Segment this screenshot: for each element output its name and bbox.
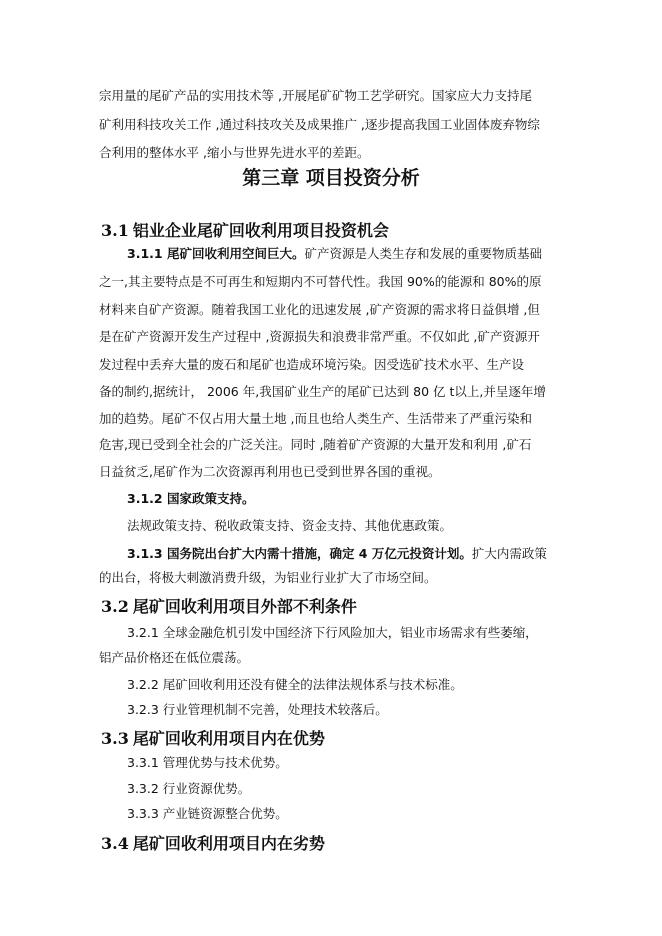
paragraph-text: 矿产资源是人类生存和发展的重要物质基础 — [304, 246, 542, 261]
paragraph-line: 危害,现已受到全社会的广泛关注。同时 ,随着矿产资源的大量开发和利用 ,矿石 — [99, 437, 532, 452]
section-title: 尾矿回收利用项目内在劣势 — [132, 834, 325, 853]
paragraph-line: 加的趋势。尾矿不仅占用大量土地 ,而且也给人类生产、生活带来了严重污染和 — [99, 411, 532, 426]
item-3-2-2: 3.2.2 尾矿回收利用还没有健全的法律法规体系与技术标准。 — [127, 677, 463, 692]
intro-line-1: 宗用量的尾矿产品的实用技术等 ,开展尾矿矿物工艺学研究。国家应大力支持尾 — [99, 88, 532, 103]
item-3-3-3: 3.3.3 产业链资源整合优势。 — [127, 806, 288, 821]
paragraph-line: 备的制约,据统计， 2006 年,我国矿业生产的尾矿已达到 80 亿 t以上,并呈逐年增 — [99, 384, 546, 399]
section-heading-3-2 — [101, 594, 357, 617]
subsection-heading-3-1-2: 3.1.2 国家政策支持。 — [127, 491, 255, 506]
paragraph-3-1-2: 法规政策支持、税收政策支持、资金支持、其他优惠政策。 — [127, 518, 453, 533]
paragraph-3-1-1-first-line — [127, 246, 542, 262]
section-heading-3-1 — [101, 218, 389, 241]
section-number: 3.4 — [101, 834, 129, 853]
item-3-3-2: 3.3.2 行业资源优势。 — [127, 781, 251, 796]
section-title: 尾矿回收利用项目外部不利条件 — [132, 597, 357, 616]
paragraph-line: 之一,其主要特点是不可再生和短期内不可替代性。我国 90%的能源和 80%的原 — [99, 274, 542, 289]
item-3-2-1: 3.2.1 全球金融危机引发中国经济下行风险加大，铝业市场需求有些萎缩， — [127, 625, 538, 640]
subsection-heading-3-1-1: 3.1.1 尾矿回收利用空间巨大。 — [127, 246, 305, 261]
paragraph-line: 是在矿产资源开发生产过程中 ,资源损失和浪费非常严重。不仅如此 ,矿产资源开 — [99, 329, 540, 344]
section-heading-3-3 — [101, 726, 325, 749]
intro-line-2: 矿利用科技攻关工作 ,通过科技攻关及成果推广 ,逐步提高我国工业固体废弃物综 — [99, 117, 540, 132]
section-number: 3.3 — [101, 729, 129, 748]
paragraph-line: 的出台，将极大刺激消费升级，为铝业行业扩大了市场空间。 — [99, 570, 437, 585]
chapter-title: 第三章 项目投资分析 — [242, 167, 420, 189]
paragraph-text: 扩大内需政策 — [471, 546, 547, 561]
paragraph-line: 材料来自矿产资源。随着我国工业化的迅速发展 ,矿产资源的需求将日益俱增 ,但 — [99, 302, 540, 317]
item-3-2-1-continued: 铝产品价格还在低位震荡。 — [99, 650, 250, 665]
intro-line-3: 合利用的整体水平 ,缩小与世界先进水平的差距。 — [99, 145, 370, 160]
subsection-heading-3-1-3: 3.1.3 国务院出台扩大内需十措施，确定 4 万亿元投资计划。 — [127, 546, 472, 561]
paragraph-3-1-3-first-line — [127, 546, 547, 562]
section-number: 3.1 — [101, 221, 129, 240]
section-heading-3-4 — [101, 831, 325, 854]
item-3-3-1: 3.3.1 管理优势与技术优势。 — [127, 755, 288, 770]
paragraph-line: 发过程中丢弃大量的废石和尾矿也造成环境污染。因受选矿技术水平、生产设 — [99, 357, 525, 372]
paragraph-line: 日益贫乏,尾矿作为二次资源再利用也已受到世界各国的重视。 — [99, 464, 441, 479]
section-title: 铝业企业尾矿回收利用项目投资机会 — [132, 221, 389, 240]
section-title: 尾矿回收利用项目内在优势 — [132, 729, 325, 748]
item-3-2-3: 3.2.3 行业管理机制不完善，处理技术较落后。 — [127, 702, 388, 717]
section-number: 3.2 — [101, 597, 129, 616]
